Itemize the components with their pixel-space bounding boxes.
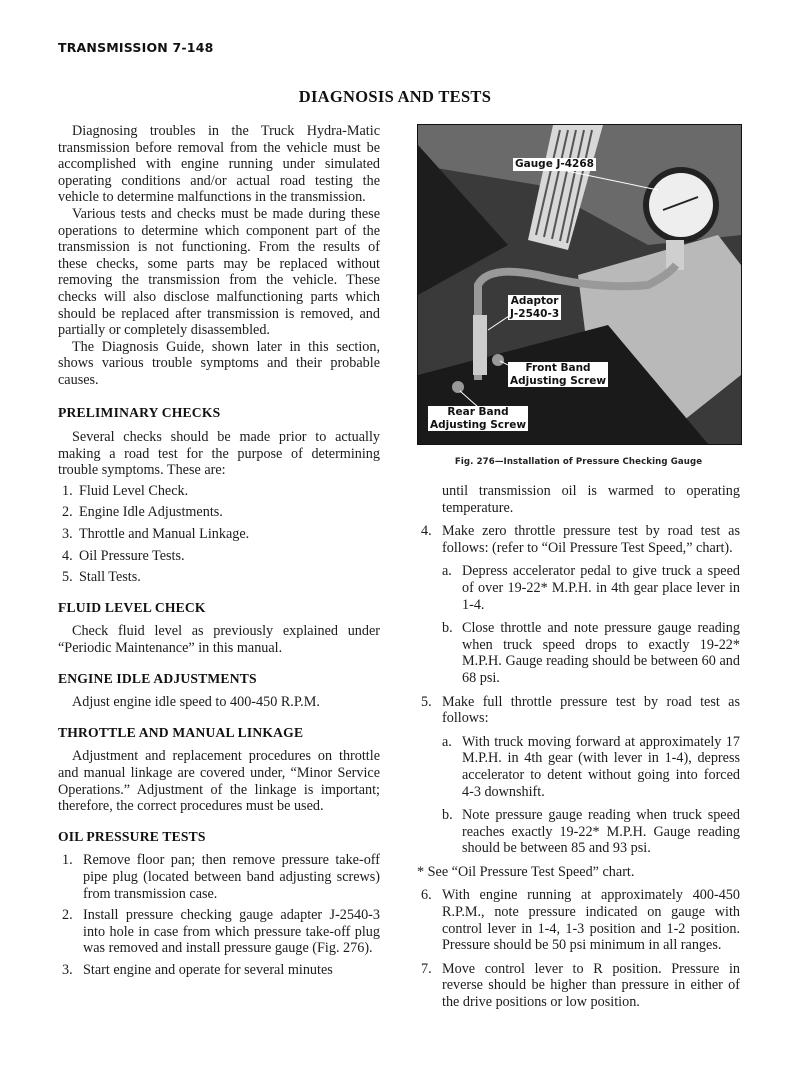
- step-item: [58, 907, 380, 957]
- figure-photo: [417, 124, 742, 445]
- step-number: 6.: [421, 887, 432, 904]
- step-number: 3.: [62, 961, 73, 978]
- step-3-continued: until transmission oil is warmed to operating temperature.: [442, 483, 740, 516]
- substep-item: [417, 807, 740, 857]
- oil-pressure-steps-final: [417, 887, 740, 1010]
- substep-text: Note pressure gauge reading when truck speed reaches exactly 19-22* M.P.H. Gauge reading should be between 85 and 93 psi.: [462, 807, 740, 857]
- step-number: 2.: [62, 907, 73, 924]
- list-item: [58, 526, 380, 543]
- oil-pressure-step-5: [417, 694, 740, 727]
- substep-letter: b.: [442, 620, 453, 637]
- substep-text: Close throttle and note pressure gauge reading when truck speed drops to exactly 19-22* M.P.H. Gauge reading should be between 60 and 68 psi.: [462, 620, 740, 686]
- list-text: Oil Pressure Tests.: [79, 547, 185, 564]
- step-item: [417, 961, 740, 1011]
- step-text: Start engine and operate for several minutes: [83, 961, 333, 978]
- step-text: Remove floor pan; then remove pressure take-off pipe plug (located between band adjusting screws) from transmission case.: [83, 852, 380, 902]
- list-item: [58, 504, 380, 521]
- page-title: DIAGNOSIS AND TESTS: [298, 87, 492, 106]
- section-heading-preliminary-checks: PRELIMINARY CHECKS: [58, 404, 221, 420]
- adapter-fitting: [473, 315, 487, 375]
- section-heading-throttle-linkage: THROTTLE AND MANUAL LINKAGE: [58, 724, 304, 740]
- list-item: [58, 569, 380, 586]
- rear-band-screw: [452, 381, 464, 393]
- engine-idle-text: Adjust engine idle speed to 400-450 R.P.M.: [72, 694, 320, 711]
- substep-item: [417, 620, 740, 686]
- callout-gauge: Gauge J-4268: [515, 158, 594, 170]
- preliminary-checks-list: [58, 483, 380, 586]
- oil-pressure-steps: [58, 852, 380, 978]
- right-column: [417, 483, 740, 1011]
- list-number: 1.: [62, 482, 73, 499]
- front-band-screw: [492, 354, 504, 366]
- list-item: [58, 548, 380, 565]
- list-text: Throttle and Manual Linkage.: [79, 526, 250, 543]
- substep-item: [417, 734, 740, 800]
- left-column: [58, 123, 380, 979]
- fluid-level-text: Check fluid level as previously explained under “Periodic Maintenance” in this manual.: [58, 623, 380, 657]
- step-number: 5.: [421, 693, 432, 710]
- intro-paragraph: Diagnosing troubles in the Truck Hydra-Matic transmission before removal from the vehicle must be accomplished with engine running under simulated operating conditions and/or actual road testing the vehicle to determine malfunctions in the transmission.: [58, 123, 380, 206]
- callout-front-band: Front Band Adjusting Screw: [510, 362, 607, 387]
- footnote: * See “Oil Pressure Test Speed” chart.: [417, 863, 635, 880]
- step-text: Move control lever to R position. Pressure in reverse should be higher than pressure in either of the drive positions or low position.: [442, 960, 740, 1011]
- list-text: Fluid Level Check.: [79, 482, 189, 499]
- throttle-linkage-text: Adjustment and replacement procedures on throttle and manual linkage are covered under, “Minor Service Operations.” Adjustment of the linkage is important; therefore, the correct procedures must be used.: [58, 748, 380, 815]
- substep-letter: b.: [442, 807, 453, 824]
- section-heading-fluid-level-check: FLUID LEVEL CHECK: [58, 599, 206, 615]
- substep-text: With truck moving forward at approximately 17 M.P.H. in 4th gear (with lever in 1-4), depress accelerator to detent without going into forced 4-3 downshift.: [462, 733, 740, 800]
- step-5-substeps: [417, 734, 740, 857]
- list-text: Engine Idle Adjustments.: [79, 504, 223, 521]
- list-text: Stall Tests.: [79, 569, 141, 586]
- oil-pressure-steps-continued: [417, 523, 740, 556]
- section-heading-engine-idle: ENGINE IDLE ADJUSTMENTS: [58, 670, 257, 686]
- step-item: [417, 887, 740, 953]
- list-number: 2.: [62, 504, 73, 521]
- step-item: [58, 962, 380, 979]
- step-text: With engine running at approximately 400-450 R.P.M., note pressure indicated on gauge with control lever in 1-4, 1-3 position and 1-2 position. Pressure should be 50 psi minimum in all ranges.: [442, 887, 740, 954]
- step-item: [417, 523, 740, 556]
- substep-letter: a.: [442, 563, 452, 580]
- preliminary-checks-text: Several checks should be made prior to actually making a road test for the purpose of determining trouble symptoms. These are:: [58, 429, 380, 479]
- step-number: 7.: [421, 960, 432, 977]
- running-head: TRANSMISSION 7-148: [58, 40, 214, 55]
- intro-paragraph: The Diagnosis Guide, shown later in this section, shows various trouble symptoms and their probable causes.: [58, 338, 380, 388]
- list-number: 5.: [62, 569, 73, 586]
- list-number: 3.: [62, 526, 73, 543]
- callout-adapter: Adaptor J-2540-3: [510, 295, 560, 320]
- photo-illustration: [418, 125, 741, 444]
- callout-rear-band: Rear Band Adjusting Screw: [430, 406, 527, 431]
- step-4-substeps: [417, 563, 740, 686]
- step-text: Make full throttle pressure test by road test as follows:: [442, 693, 740, 727]
- step-number: 1.: [62, 852, 73, 869]
- section-heading-oil-pressure-tests: OIL PRESSURE TESTS: [58, 828, 206, 844]
- substep-letter: a.: [442, 733, 452, 750]
- step-item: [417, 694, 740, 727]
- list-number: 4.: [62, 547, 73, 564]
- figure-caption: Fig. 276—Installation of Pressure Checking Gauge: [454, 457, 703, 467]
- step-item: [58, 852, 380, 902]
- substep-text: Depress accelerator pedal to give truck a speed of over 19-22* M.P.H. in 4th gear place lever in 1-4.: [462, 563, 740, 613]
- step-text: Make zero throttle pressure test by road test as follows: (refer to “Oil Pressure Test Speed,” chart).: [442, 523, 740, 556]
- substep-item: [417, 563, 740, 613]
- step-number: 4.: [421, 523, 432, 540]
- step-text: Install pressure checking gauge adapter J-2540-3 into hole in case from which pressure take-off plug was removed and install pressure gauge (Fig. 276).: [83, 907, 380, 957]
- list-item: [58, 483, 380, 500]
- intro-paragraph: Various tests and checks must be made during these operations to determine which component part of the transmission is not functioning. From the results of these checks, some parts may be replaced without removing the transmission from the vehicle. These checks will also disclose malfunctioning parts which should be replaced after transmission is removed, and partially or completely disassembled.: [58, 205, 380, 339]
